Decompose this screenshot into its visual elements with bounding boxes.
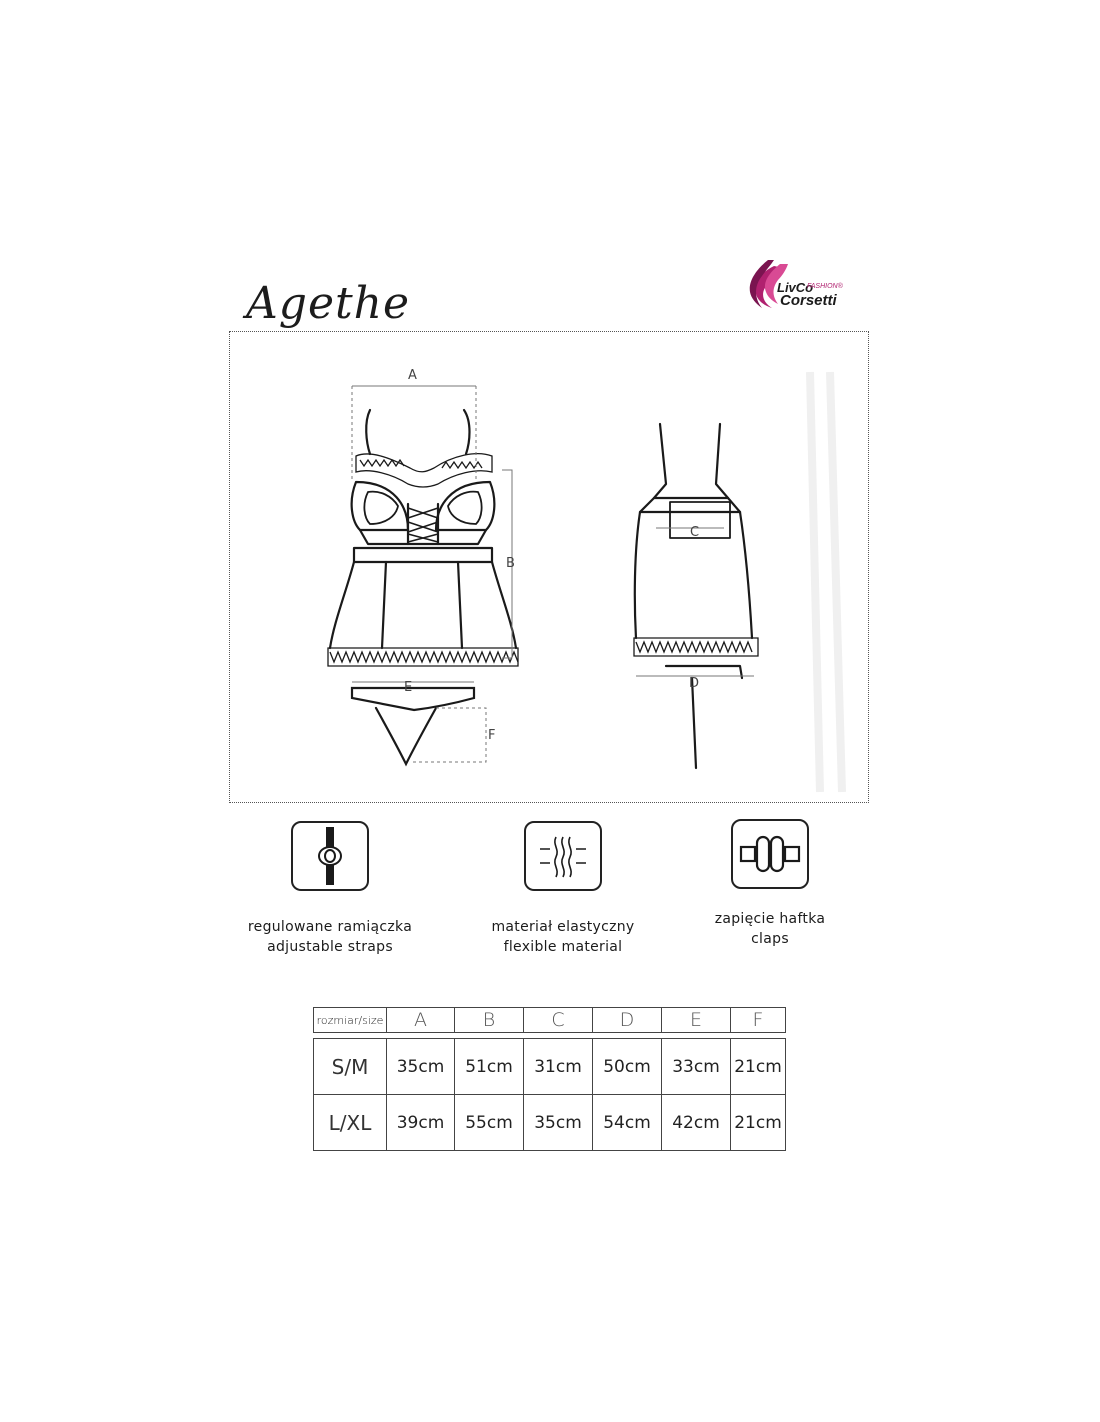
table-cell: 35cm: [524, 1095, 593, 1151]
adjustable-strap-icon: [291, 821, 369, 891]
size-table-corner: rozmiar/size: [314, 1008, 387, 1033]
column-header: D: [593, 1008, 662, 1033]
front-thong-drawing: [352, 688, 474, 764]
brand-line-3: Corsetti: [780, 292, 837, 309]
feature-label-pl: zapięcie haftka: [714, 911, 826, 927]
table-cell: 39cm: [387, 1095, 455, 1151]
table-cell: 33cm: [662, 1039, 731, 1095]
measure-label-b: B: [506, 556, 515, 571]
brand-line-2: FASHION®: [807, 283, 843, 290]
feature-label-pl: materiał elastyczny: [491, 919, 635, 935]
measure-label-c: C: [690, 525, 700, 540]
table-cell: 54cm: [593, 1095, 662, 1151]
stretch-material-icon: [524, 821, 602, 891]
size-diagram: [229, 331, 869, 803]
column-header: C: [524, 1008, 593, 1033]
table-row: [314, 1095, 786, 1151]
table-cell: 42cm: [662, 1095, 731, 1151]
faded-figure-decoration: [810, 372, 842, 792]
table-cell: 21cm: [731, 1095, 786, 1151]
table-cell: 55cm: [455, 1095, 524, 1151]
fur-trim: [328, 454, 518, 666]
size-cell: S/M: [314, 1039, 387, 1095]
hook-clasp-icon: [731, 819, 809, 889]
brand-line-1: LivCo: [777, 280, 814, 295]
column-header: E: [662, 1008, 731, 1033]
table-cell: 50cm: [593, 1039, 662, 1095]
front-babydoll-drawing: [330, 410, 516, 648]
table-cell: 31cm: [524, 1039, 593, 1095]
size-cell: L/XL: [314, 1095, 387, 1151]
feature-adjustable-straps: [210, 821, 450, 957]
back-measure-lines: [636, 528, 754, 676]
table-cell: 21cm: [731, 1039, 786, 1095]
table-cell: 51cm: [455, 1039, 524, 1095]
feature-label-pl: regulowane ramiączka: [247, 919, 413, 935]
measure-label-a: A: [408, 368, 417, 383]
size-table-header: [314, 1008, 786, 1033]
feature-hook-clasp: [650, 819, 890, 949]
measure-label-e: E: [404, 680, 413, 695]
column-header: F: [731, 1008, 786, 1033]
feature-flexible-material: [443, 821, 683, 957]
feature-label-en: claps: [751, 931, 789, 947]
table-row: [314, 1039, 786, 1095]
feature-label-en: adjustable straps: [267, 939, 393, 955]
column-header: A: [387, 1008, 455, 1033]
back-babydoll-drawing: [635, 424, 752, 768]
table-cell: 35cm: [387, 1039, 455, 1095]
brand-logo: [744, 258, 870, 320]
measure-label-f: F: [488, 728, 496, 743]
product-name: Agethe: [246, 278, 411, 329]
back-fur-trim: [634, 638, 758, 656]
size-table: [313, 1007, 786, 1151]
measure-label-d: D: [689, 676, 700, 691]
column-header: B: [455, 1008, 524, 1033]
measure-lines: [352, 386, 512, 762]
feature-label-en: flexible material: [503, 939, 623, 955]
